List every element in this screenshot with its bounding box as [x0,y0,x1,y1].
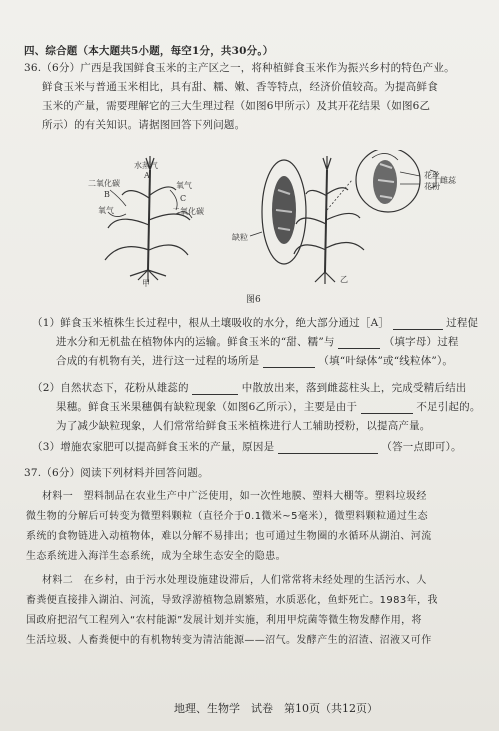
q37-material1-line4: 生态系统进入海洋生态系统，成为全球生态安全的隐患。 [26,551,286,562]
section-heading: 四、综合题（本大题共5小题，每空1分，共30分。） [24,45,274,57]
q37-intro: 37.（6分）阅读下列材料并回答问题。 [24,467,209,479]
q36-item1-text-b: 过程促 [446,317,479,329]
q37-material2-line3: 国政府把沼气工程列入“农村能源”发展计划并实施，利用甲烷菌等微生物发酵作用，将 [26,615,422,626]
label-a: A [144,171,150,180]
label-pollen: 花粉 [424,182,440,191]
label-oxygen-left: 氧气 [98,206,114,215]
q36-line-3: 玉米的产量，需要理解它的三大生理过程（如图6甲所示）及其开花结果（如图6乙 [42,100,431,112]
label-water-vapor: 水蒸气 [134,161,158,170]
q36-item2-text-b: 中散放出来，落到雌蕊柱头上，完成受精后结出 [241,382,467,394]
label-missing-grain: 缺粒 [232,233,248,242]
label-jia: 甲 [142,279,150,288]
label-co2-right: 二氧化碳 [172,207,204,216]
q36-item2-line2 [56,400,481,414]
q37-material1-line2: 微生物的分解后可转变为微塑料颗粒（直径介于0.1微米~5毫米），微塑料颗粒通过生态 [26,511,429,522]
q37-material1-line3: 系统的食物链进入动植物体，难以分解不易排出；也可通过生物圈的水循环从湖泊、河流 [26,531,432,542]
q36-item1-text-a: （1）鲜食玉米植株生长过程中，根从土壤吸收的水分，绝大部分通过［A］ [32,317,390,329]
q36-item1-text-f: （填“叶绿体”或“线粒体”）。 [318,355,454,367]
q36-item1-text-d: （填字母）过程 [383,336,459,348]
q36-item1-text-e: 合成的有机物有关，进行这一过程的场所是 [56,355,260,367]
label-co2-left: 二氧化碳 [88,179,120,188]
q36-item2-text-c: 果穗。鲜食玉米果穗偶有缺粒现象（如图6乙所示），主要是由于 [56,401,358,413]
figure-caption: 图6 [246,295,261,305]
q36-item3-text-b: （答一点即可）。 [381,441,462,453]
page-footer: 地理、生物学 试卷 第10页（共12页） [174,702,378,715]
answer-blank [278,442,378,454]
label-flower-silk: 花丝 [424,171,440,180]
corn-plant-yi [294,156,364,284]
q36-item1-text-c: 进水分和无机盐在植物体内的运输。鲜食玉米的“甜、糯”与 [56,336,335,348]
q36-line-1: 36.（6分）广西是我国鲜食玉米的主产区之一，将种植鲜食玉米作为振兴乡村的特色产业。 [24,62,455,74]
q36-item2-line1 [32,381,466,395]
q36-line-4: 所示）的有关知识。请据图回答下列问题。 [42,119,246,131]
q36-item2-text-d: 不足引起的。 [416,401,481,413]
q37-material2-line4: 生活垃圾、人畜粪便中的有机物转变为清洁能源——沼气。发酵产生的沼渣、沼液又可作 [26,635,432,646]
answer-blank [263,356,315,368]
q36-item2-text-a: （2）自然状态下，花粉从雄蕊的 [32,382,189,394]
label-oxygen-right: 氧气 [176,181,192,190]
answer-blank [192,383,238,395]
q36-line-2: 鲜食玉米与普通玉米相比，具有甜、糯、嫩、香等特点，经济价值较高。为提高鲜食 [42,81,438,93]
label-style: 雌蕊 [440,176,456,185]
q36-item1-line3 [56,354,453,368]
label-yi: 乙 [340,275,348,284]
answer-blank [338,337,380,349]
label-b: B [104,190,110,199]
answer-blank [393,318,443,330]
q37-material1-line1: 材料一 塑料制品在农业生产中广泛使用，如一次性地膜、塑料大棚等。塑料垃圾经 [42,491,427,502]
q36-item3-text-a: （3）增施农家肥可以提高鲜食玉米的产量，原因是 [32,441,275,453]
q36-item1-line2 [56,335,459,349]
q36-item1-line1 [32,316,478,330]
q36-item3-line1 [32,440,462,454]
q37-material2-line2: 畜粪便直接排入湖泊、河流，导致浮游植物急剧繁殖，水质恶化，鱼虾死亡。1983年，我 [26,595,438,606]
label-c: C [180,194,187,203]
answer-blank [361,402,413,414]
figure-6 [0,150,499,300]
q37-material2-line1: 材料二 在乡村，由于污水处理设施建设滞后，人们常常将未经处理的生活污水、人 [42,575,427,586]
q36-item2-line3: 为了减少缺粒现象，人们常常给鲜食玉米植株进行人工辅助授粉，以提高产量。 [56,420,431,432]
